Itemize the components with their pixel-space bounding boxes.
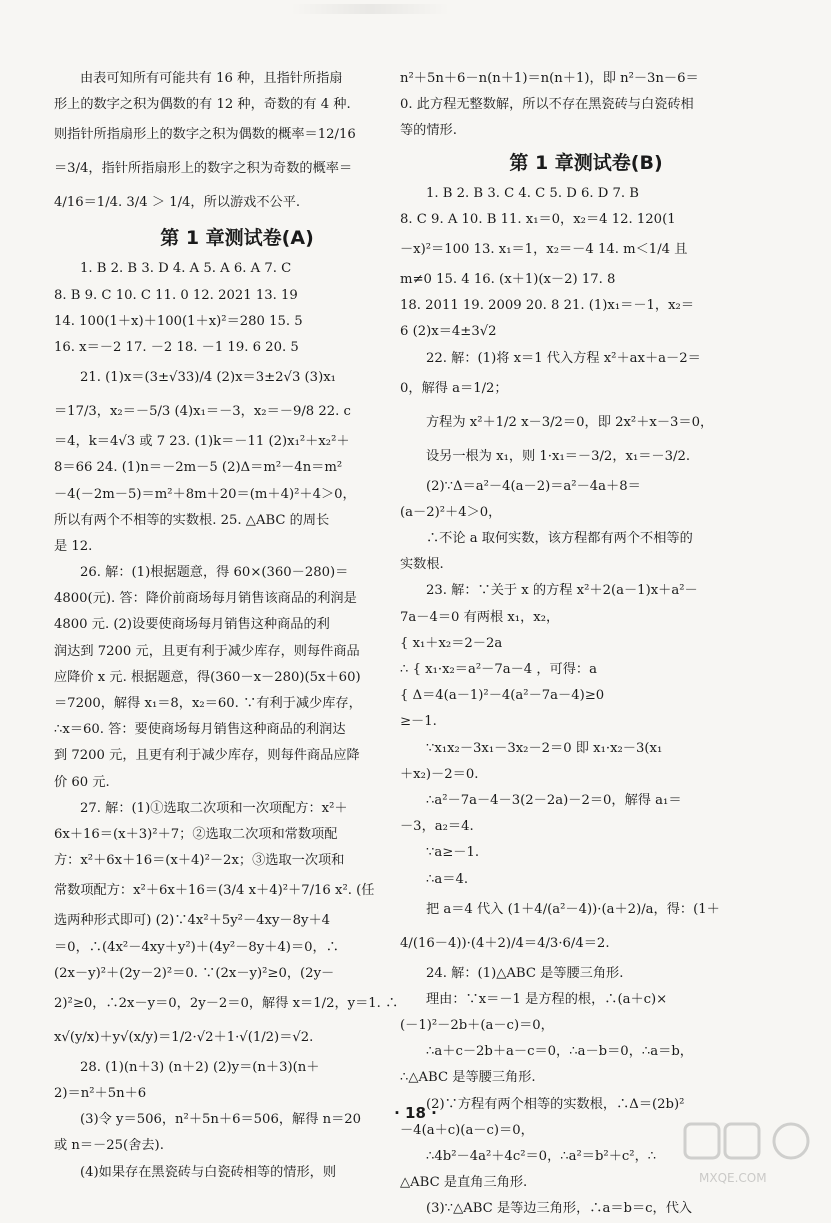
- text-line: 4800 元. (2)设要使商场每月销售这种商品的利: [54, 617, 330, 633]
- text-line: ＝17/3，x₂＝－5/3 (4)x₁＝－3，x₂＝－9/8 22. c: [54, 404, 351, 420]
- text-line: (3)令 y＝506，n²＋5n＋6＝506，解得 n＝20: [80, 1112, 362, 1128]
- text-line: 6 (2)x＝4±3√2: [400, 324, 497, 340]
- text-line: (3)∵△ABC 是等边三角形，∴a＝b＝c，代入: [426, 1201, 693, 1217]
- text-line: 24. 解：(1)△ABC 是等腰三角形.: [426, 965, 624, 981]
- text-line: 则指针所指扇形上的数字之积为偶数的概率＝12/16: [54, 127, 356, 143]
- text-line: 设另一根为 x₁，则 1·x₁＝－3/2，x₁＝－3/2.: [426, 448, 691, 464]
- text-line: ＝4，k＝4√3 或 7 23. (1)k＝－11 (2)x₁²＋x₂²＋: [54, 434, 350, 450]
- watermark-text: MXQE.COM: [699, 1171, 767, 1185]
- text-line: n²＋5n＋6－n(n＋1)＝n(n＋1)，即 n²－3n－6＝: [400, 71, 699, 86]
- text-line: 是 12.: [54, 538, 93, 554]
- text-line: 或 n＝－25(舍去).: [54, 1138, 164, 1154]
- text-line: (－1)²－2b＋(a－c)＝0，: [400, 1018, 554, 1034]
- text-line: 8. B 9. C 10. C 11. 0 12. 2021 13. 19: [54, 287, 298, 303]
- text-line: －3，a₂＝4.: [400, 819, 474, 835]
- text-line: 7a－4＝0 有两根 x₁，x₂，: [400, 609, 560, 625]
- text-line: 22. 解：(1)将 x＝1 代入方程 x²＋ax＋a－2＝: [426, 350, 701, 366]
- text-line: (2)∵Δ＝a²－4(a－2)＝a²－4a＋8＝: [426, 478, 641, 494]
- text-line: 8. C 9. A 10. B 11. x₁＝0，x₂＝4 12. 120(1: [400, 211, 676, 227]
- text-line: { Δ＝4(a－1)²－4(a²－7a－4)≥0: [400, 688, 605, 704]
- text-line: 常数项配方：x²＋6x＋16＝(3/4 x＋4)²＋7/16 x². (任: [54, 883, 375, 899]
- text-line: 4800(元). 答：降价前商场每月销售该商品的利润是: [54, 591, 357, 607]
- text-line: 1. B 2. B 3. C 4. C 5. D 6. D 7. B: [426, 185, 639, 201]
- watermark-logo: [679, 1118, 817, 1190]
- text-line: ∴不论 a 取何实数，该方程都有两个不相等的: [426, 531, 693, 547]
- text-line: ∴x＝60. 答：要使商场每月销售这种商品的利润达: [54, 722, 346, 738]
- text-line: ＝7200，解得 x₁＝8，x₂＝60. ∵有利于减少库存，: [54, 696, 362, 711]
- text-line: 8＝66 24. (1)n＝－2m－5 (2)Δ＝m²－4n＝m²: [54, 460, 343, 476]
- text-line: 由表可知所有可能共有 16 种，且指针所指扇: [80, 71, 343, 86]
- text-line: 0. 此方程无整数解，所以不存在黑瓷砖与白瓷砖相: [400, 97, 694, 113]
- text-line: ∴ { x₁·x₂＝a²－7a－4 ，可得：a: [400, 662, 597, 677]
- text-line: 所以有两个不相等的实数根. 25. △ABC 的周长: [54, 512, 330, 528]
- text-line: ≥－1.: [400, 714, 437, 730]
- text-line: m≠0 15. 4 16. (x＋1)(x－2) 17. 8: [400, 271, 616, 287]
- text-line: 26. 解：(1)根据题意，得 60×(360－280)＝: [80, 565, 349, 581]
- text-line: ∵a≥－1.: [426, 845, 480, 861]
- text-line: 理由：∵x＝－1 是方程的根，∴(a＋c)×: [426, 991, 668, 1007]
- text-line: (2)∵方程有两个相等的实数根，∴Δ＝(2b)²: [426, 1096, 685, 1112]
- section-heading: 第 1 章测试卷(B): [509, 151, 663, 174]
- text-line: ∵x₁x₂－3x₁－3x₂－2＝0 即 x₁·x₂－3(x₁: [426, 740, 663, 756]
- text-line: 2)＝n²＋5n＋6: [54, 1086, 147, 1102]
- text-line: ＋x₂)－2＝0.: [400, 766, 479, 782]
- text-line: 形上的数字之积为偶数的有 12 种，奇数的有 4 种.: [54, 97, 351, 113]
- text-line: 28. (1)(n＋3) (n＋2) (2)y＝(n＋3)(n＋: [80, 1059, 320, 1075]
- text-line: 选两种形式即可) (2)∵4x²＋5y²－4xy－8y＋4: [54, 913, 331, 929]
- scan-artifact: [290, 4, 450, 14]
- text-line: 应降价 x 元. 根据题意，得(360－x－280)(5x＋60): [54, 669, 361, 685]
- text-line: 6x＋16＝(x＋3)²＋7；②选取二次项和常数项配: [54, 826, 338, 842]
- text-line: 实数根.: [400, 557, 444, 573]
- text-line: 1. B 2. B 3. D 4. A 5. A 6. A 7. C: [80, 261, 292, 277]
- text-line: ∴a²－7a－4－3(2－2a)－2＝0，解得 a₁＝: [426, 792, 682, 808]
- text-line: 润达到 7200 元，且更有利于减少库存，则每件商品: [54, 643, 360, 659]
- text-line: 方程为 x²＋1/2 x－3/2＝0，即 2x²＋x－3＝0，: [426, 414, 714, 430]
- text-line: x√(y/x)＋y√(x/y)＝1/2·√2＋1·√(1/2)＝√2.: [54, 1029, 314, 1045]
- page-number: · 18 ·: [394, 1104, 437, 1122]
- text-line: 2)²≥0，∴2x－y＝0，2y－2＝0，解得 x＝1/2，y＝1. ∴: [54, 995, 399, 1011]
- right-column: [400, 66, 772, 1223]
- text-line: －x)²＝100 13. x₁＝1，x₂＝－4 14. m＜1/4 且: [400, 241, 688, 257]
- text-line: 把 a＝4 代入 (1＋4/(a²－4))·(a＋2)/a，得：(1＋: [426, 901, 720, 917]
- text-line: 18. 2011 19. 2009 20. 8 21. (1)x₁＝－1，x₂＝: [400, 298, 695, 314]
- text-line: 价 60 元.: [54, 774, 110, 790]
- text-line: 14. 100(1＋x)＋100(1＋x)²＝280 15. 5: [54, 313, 303, 329]
- text-line: 21. (1)x＝(3±√33)/4 (2)x＝3±2√3 (3)x₁: [80, 370, 336, 386]
- text-line: 16. x＝－2 17. －2 18. －1 19. 6 20. 5: [54, 339, 299, 355]
- text-line: ＝3/4，指针所指扇形上的数字之积为奇数的概率＝: [54, 161, 353, 177]
- text-line: △ABC 是直角三角形.: [400, 1175, 528, 1191]
- text-line: (2x－y)²＋(2y－2)²＝0. ∵(2x－y)²≥0，(2y－: [54, 965, 335, 981]
- text-line: 23. 解：∵关于 x 的方程 x²＋2(a－1)x＋a²－: [426, 583, 698, 599]
- text-line: 0，解得 a＝1/2；: [400, 380, 508, 396]
- text-line: ∴4b²－4a²＋4c²＝0，∴a²＝b²＋c²，∴: [426, 1149, 657, 1164]
- text-line: ∴△ABC 是等腰三角形.: [400, 1070, 536, 1086]
- text-line: －4(－2m－5)＝m²＋8m＋20＝(m＋4)²＋4＞0，: [54, 486, 356, 502]
- section-heading: 第 1 章测试卷(A): [160, 227, 314, 250]
- text-line: －4(a＋c)(a－c)＝0，: [400, 1122, 534, 1138]
- text-line: (a－2)²＋4＞0，: [400, 504, 502, 520]
- text-line: 到 7200 元，且更有利于减少库存，则每件商品应降: [54, 748, 360, 764]
- text-line: ＝0，∴(4x²－4xy＋y²)＋(4y²－8y＋4)＝0，∴: [54, 939, 339, 955]
- text-line: 等的情形.: [400, 123, 457, 139]
- text-line: ∴a＋c－2b＋a－c＝0，∴a－b＝0，∴a＝b，: [426, 1044, 693, 1060]
- text-line: { x₁＋x₂＝2－2a: [400, 635, 503, 651]
- text-line: 4/(16－4))·(4＋2)/4＝4/3·6/4＝2.: [400, 935, 610, 951]
- text-line: 27. 解：(1)①选取二次项和一次项配方：x²＋: [80, 800, 348, 816]
- left-column: [54, 66, 420, 1186]
- text-line: 方：x²＋6x＋16＝(x＋4)²－2x；③选取一次项和: [54, 853, 345, 869]
- text-line: 4/16＝1/4. 3/4 ＞ 1/4，所以游戏不公平.: [54, 195, 301, 211]
- text-line: (4)如果存在黑瓷砖与白瓷砖相等的情形，则: [80, 1164, 337, 1180]
- text-line: ∴a＝4.: [426, 871, 469, 887]
